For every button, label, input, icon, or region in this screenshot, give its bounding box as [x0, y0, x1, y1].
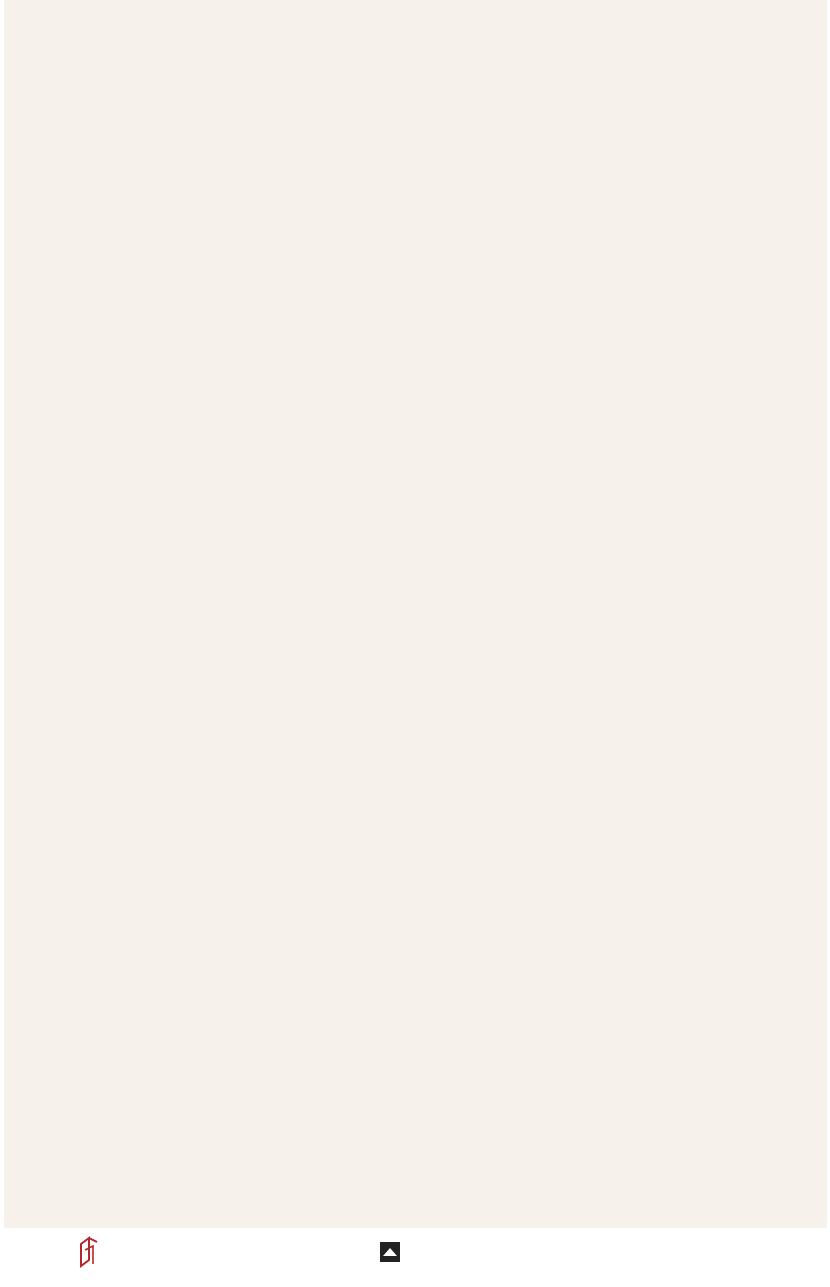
kunstbibliothek-icon	[380, 1242, 400, 1262]
catalog-page	[4, 0, 827, 1228]
footer	[0, 1228, 830, 1287]
university-library-logo-icon[interactable]	[75, 1236, 99, 1270]
